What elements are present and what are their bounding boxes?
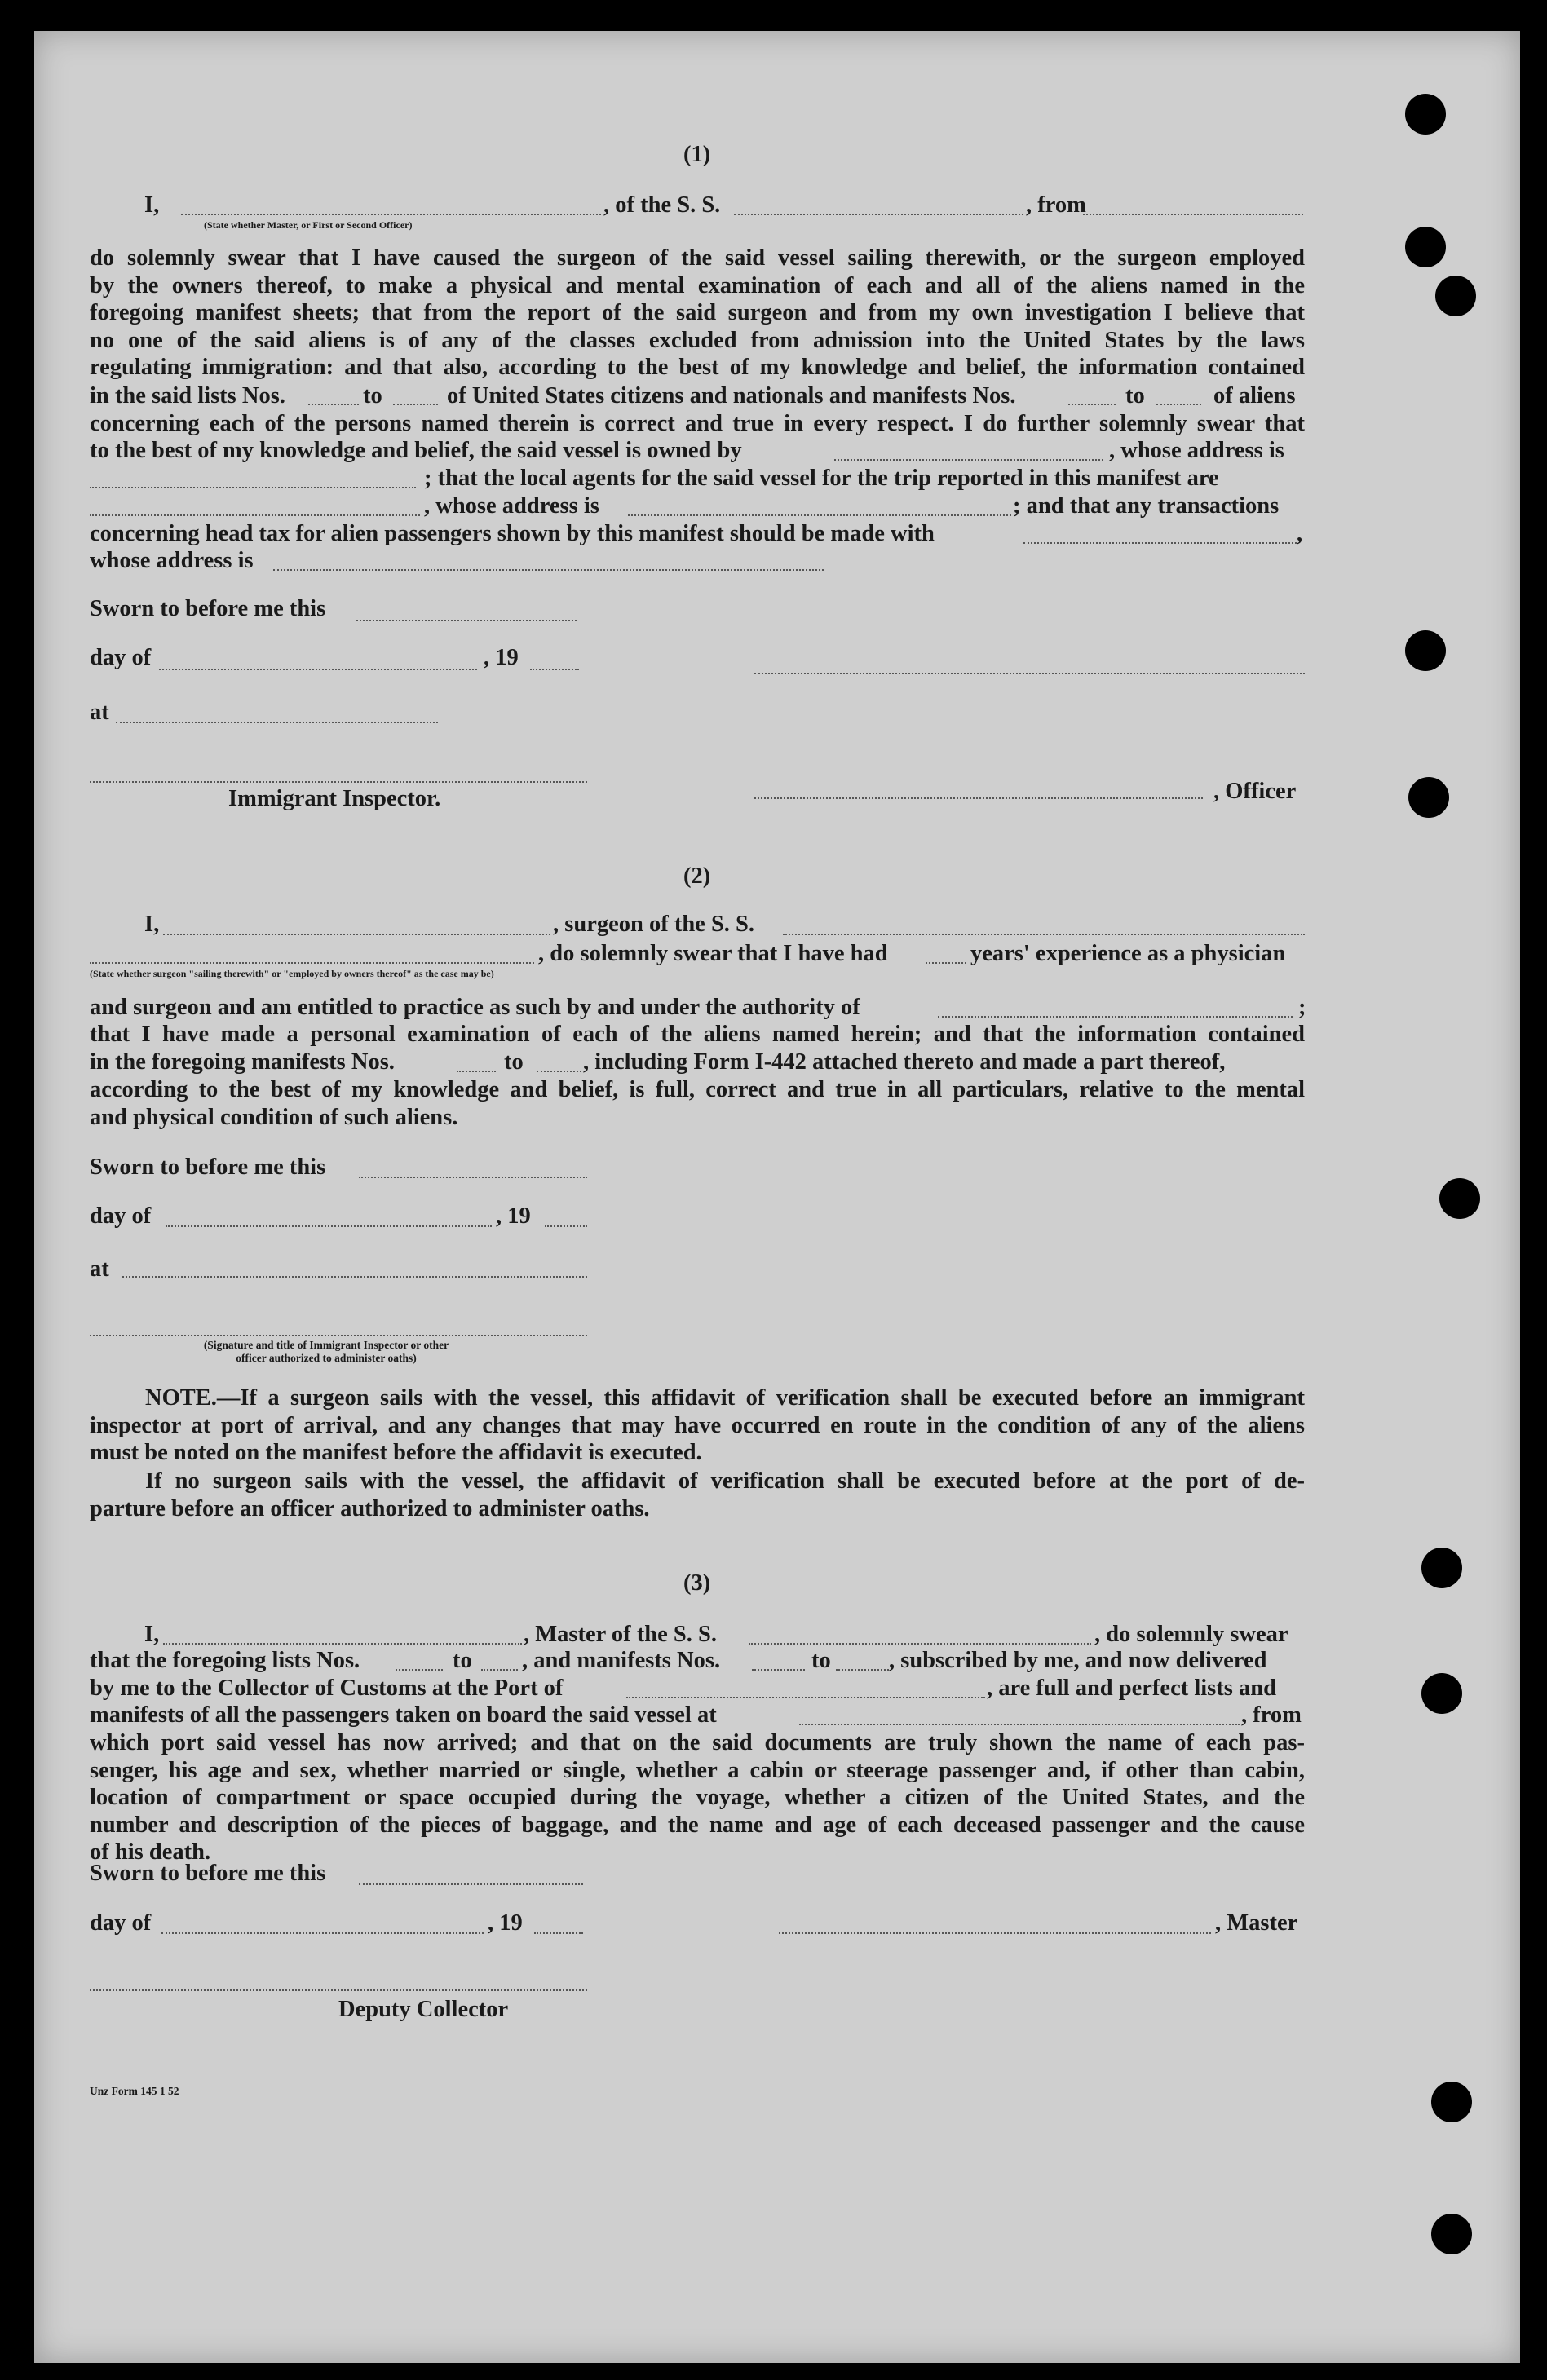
punch-hole <box>1439 1178 1480 1219</box>
punch-hole <box>1435 276 1476 316</box>
s2-year-label: , 19 <box>496 1203 531 1229</box>
s3-manifests-to: to <box>811 1648 831 1673</box>
s1-aliens-label: of aliens <box>1213 383 1296 408</box>
s3-sworn-field[interactable] <box>359 1883 583 1885</box>
s3-vessel-at-label: manifests of all the passengers taken on board the said vessel at <box>90 1702 717 1728</box>
s1-vessel-field[interactable] <box>734 214 1023 215</box>
s2-vessel-field[interactable] <box>783 934 1305 935</box>
s1-concerning: concerning each of the persons named therein is correct and true in every respect. I do further solemnly swear that <box>90 411 1305 436</box>
s3-year-field[interactable] <box>534 1932 583 1934</box>
s2-manifests-to: to <box>504 1049 524 1075</box>
s3-body-line: number and description of the pieces of baggage, and the name and age of each deceased passenger and the cause <box>90 1812 1305 1838</box>
s3-master-title: , Master <box>1215 1910 1298 1936</box>
s2-capacity-note: (State whether surgeon "sailing therewith" or "employed by owners thereof" as the case may be) <box>90 968 494 979</box>
punch-hole <box>1431 2214 1472 2254</box>
s1-agents-field[interactable] <box>90 514 420 516</box>
s1-at-field[interactable] <box>116 722 438 723</box>
s3-deputy-label: Deputy Collector <box>338 1997 509 2022</box>
s1-owner-field[interactable] <box>834 459 1103 461</box>
s2-surgeon-of-label: , surgeon of the S. S. <box>553 912 755 937</box>
s1-inspector-label: Immigrant Inspector. <box>228 786 441 811</box>
s3-master-sign-field[interactable] <box>779 1932 1211 1934</box>
s1-body-line: by the owners thereof, to make a physical and mental examination of each and all of the aliens named in the <box>90 272 1305 298</box>
section-3-number: (3) <box>683 1570 711 1596</box>
punch-hole <box>1431 2082 1472 2122</box>
s2-body-a: that I have made a personal examination of each of the aliens named herein; and that the information contained <box>90 1022 1305 1047</box>
s2-surgeon-field[interactable] <box>163 934 550 935</box>
s1-of-ss-label: , of the S. S. <box>603 192 721 218</box>
s2-year-field[interactable] <box>545 1225 587 1227</box>
s1-citizens-label: of United States citizens and nationals and manifests Nos. <box>447 383 1016 408</box>
s1-officer-field[interactable] <box>181 214 601 215</box>
s3-port-label: by me to the Collector of Customs at the Port of <box>90 1676 564 1701</box>
s1-day-field[interactable] <box>159 669 477 670</box>
punch-hole <box>1405 94 1446 135</box>
s1-year-label: , 19 <box>484 645 519 670</box>
s2-manifests-from-field[interactable] <box>457 1071 496 1072</box>
note-paragraph-2: If no surgeon sails with the vessel, the affidavit of verification shall be executed before at the port of de- parture before an officer authorized to administer oaths. <box>90 1468 1305 1521</box>
s2-experience-label: years' experience as a physician <box>970 941 1286 966</box>
s3-lists-perfect-label: , are full and perfect lists and <box>987 1676 1276 1701</box>
s3-body-line: senger, his age and sex, whether married or single, whether a cabin or steerage passenger and, if other than cabin, <box>90 1757 1305 1783</box>
s1-owner-address-label: , whose address is <box>1109 438 1284 463</box>
punch-hole <box>1405 630 1446 671</box>
s2-authority-label: and surgeon and am entitled to practice as such by and under the authority of <box>90 995 860 1020</box>
s3-master-label: , Master of the S. S. <box>524 1622 717 1647</box>
s3-year-label: , 19 <box>488 1910 523 1936</box>
s2-manifests-label: in the foregoing manifests Nos. <box>90 1049 395 1075</box>
s3-manifests-to-field[interactable] <box>836 1669 889 1671</box>
punch-hole <box>1421 1673 1462 1714</box>
s2-authority-semicolon: ; <box>1298 995 1306 1020</box>
s1-lists-to-field[interactable] <box>393 404 438 405</box>
s2-sworn-field[interactable] <box>359 1177 587 1178</box>
s1-day-of-label: day of <box>90 645 152 670</box>
s3-body-line: location of compartment or space occupied during the voyage, whether a citizen of the United States, and the <box>90 1785 1305 1811</box>
s2-swear-label: , do solemnly swear that I have had <box>538 941 888 966</box>
s1-lists-from-field[interactable] <box>308 404 359 405</box>
s1-body-line: do solemnly swear that I have caused the surgeon of the said vessel sailing therewith, or the surgeon employed <box>90 245 1305 271</box>
s1-body <box>90 245 1305 382</box>
section-1-number: (1) <box>683 142 711 167</box>
s3-vessel-at-field[interactable] <box>799 1724 1240 1725</box>
s3-subscribed-label: , subscribed by me, and now delivered <box>889 1648 1267 1673</box>
s1-owned-label: to the best of my knowledge and belief, the said vessel is owned by <box>90 438 742 463</box>
s3-lists-label: that the foregoing lists Nos. <box>90 1648 360 1673</box>
s3-master-field[interactable] <box>163 1643 522 1645</box>
s2-sworn-label: Sworn to before me this <box>90 1155 326 1180</box>
s1-body-line: regulating immigration: and that also, according to the best of my knowledge and belief, the information contained <box>90 355 1305 381</box>
s3-manifests-label: , and manifests Nos. <box>522 1648 721 1673</box>
s1-sworn-field[interactable] <box>356 620 577 621</box>
s1-agents-address-field[interactable] <box>628 514 1011 516</box>
s2-signature-note: (Signature and title of Immigrant Inspector or other officer authorized to administer oaths) <box>203 1339 449 1364</box>
s3-lists-from-field[interactable] <box>396 1669 443 1671</box>
s2-signature-field[interactable] <box>90 1335 587 1336</box>
s3-body <box>90 1729 1305 1866</box>
s1-manifests-to-field[interactable] <box>1156 404 1201 405</box>
s1-officer-sign-field[interactable] <box>754 797 1203 799</box>
s1-lists-to: to <box>363 383 382 408</box>
s1-from-label: , from <box>1026 192 1086 218</box>
s1-at-label: at <box>90 700 109 725</box>
s3-day-of-label: day of <box>90 1910 152 1936</box>
s1-body-line: foregoing manifest sheets; that from the report of the said surgeon and from my own investigation I believe that <box>90 300 1305 326</box>
s1-body-line: no one of the said aliens is of any of the classes excluded from admission into the United States by the laws <box>90 327 1305 353</box>
s3-lists-to-field[interactable] <box>481 1669 518 1671</box>
s2-years-field[interactable] <box>926 962 966 964</box>
s1-inspector-field[interactable] <box>90 781 587 783</box>
note-paragraph-1: NOTE.—If a surgeon sails with the vessel, this affidavit of verification shall be executed before an immigrant inspector at port of arrival, and any changes that may have occurred en route in the condition of any of the aliens must be noted on the manifest before the affidavit is executed. <box>90 1385 1305 1466</box>
punch-hole <box>1421 1548 1462 1588</box>
s1-year-field[interactable] <box>530 669 579 670</box>
s2-day-of-label: day of <box>90 1203 152 1229</box>
s1-whose-address-field[interactable] <box>273 569 824 571</box>
s2-authority-field[interactable] <box>938 1016 1293 1018</box>
s3-prefix: I, <box>144 1622 160 1647</box>
s3-deputy-field[interactable] <box>90 1989 587 1991</box>
s2-prefix: I, <box>144 912 160 937</box>
s3-body-line: which port said vessel has now arrived; and that on the said documents are truly shown the name of each pas- <box>90 1730 1305 1755</box>
s2-body-b: according to the best of my knowledge and belief, is full, correct and true in all particulars, relative to the mental and physical condition of such aliens. <box>90 1077 1305 1130</box>
s1-manifests-to: to <box>1125 383 1145 408</box>
s2-day-field[interactable] <box>166 1225 492 1227</box>
s3-lists-to: to <box>453 1648 472 1673</box>
s1-transactions-label: ; and that any transactions <box>1013 493 1280 519</box>
s1-officer-label: , Officer <box>1213 779 1297 804</box>
s3-from-label: , from <box>1241 1702 1302 1728</box>
punch-hole <box>1408 777 1449 818</box>
s1-manifests-from-field[interactable] <box>1068 404 1116 405</box>
s2-at-field[interactable] <box>122 1276 587 1278</box>
s3-day-field[interactable] <box>161 1932 484 1934</box>
s2-form-label: , including Form I-442 attached thereto and made a part thereof, <box>583 1049 1226 1075</box>
s1-from-field[interactable] <box>1083 214 1303 215</box>
s1-prefix: I, <box>144 192 160 218</box>
s1-signature-field[interactable] <box>754 673 1305 674</box>
punch-hole <box>1405 227 1446 267</box>
s1-headtax-label: concerning head tax for alien passengers shown by this manifest should be made with <box>90 521 935 546</box>
s1-agents-address-label: , whose address is <box>424 493 599 519</box>
s2-at-label: at <box>90 1256 109 1282</box>
s3-body-line: of his death. <box>90 1839 211 1866</box>
s3-sworn-label: Sworn to before me this <box>90 1861 326 1886</box>
s1-agents-label: ; that the local agents for the said vessel for the trip reported in this manifest are <box>424 466 1219 491</box>
s1-headtax-field[interactable] <box>1023 542 1297 544</box>
s1-whose-address-label: whose address is <box>90 548 254 573</box>
s3-swear-label: , do solemnly swear <box>1094 1622 1288 1647</box>
s2-manifests-to-field[interactable] <box>537 1071 581 1072</box>
s1-lists-label: in the said lists Nos. <box>90 383 285 408</box>
form-identifier: Unz Form 145 1 52 <box>90 2085 179 2097</box>
s1-sworn-label: Sworn to before me this <box>90 596 326 621</box>
s3-manifests-from-field[interactable] <box>752 1669 805 1671</box>
s3-port-field[interactable] <box>626 1697 985 1698</box>
s1-officer-note: (State whether Master, or First or Second Officer) <box>204 219 413 231</box>
s2-capacity-field[interactable] <box>90 962 534 964</box>
s3-vessel-field[interactable] <box>749 1643 1091 1645</box>
section-2-number: (2) <box>683 863 711 889</box>
s1-headtax-comma: , <box>1297 521 1303 546</box>
s1-owner-address-field[interactable] <box>90 487 416 488</box>
